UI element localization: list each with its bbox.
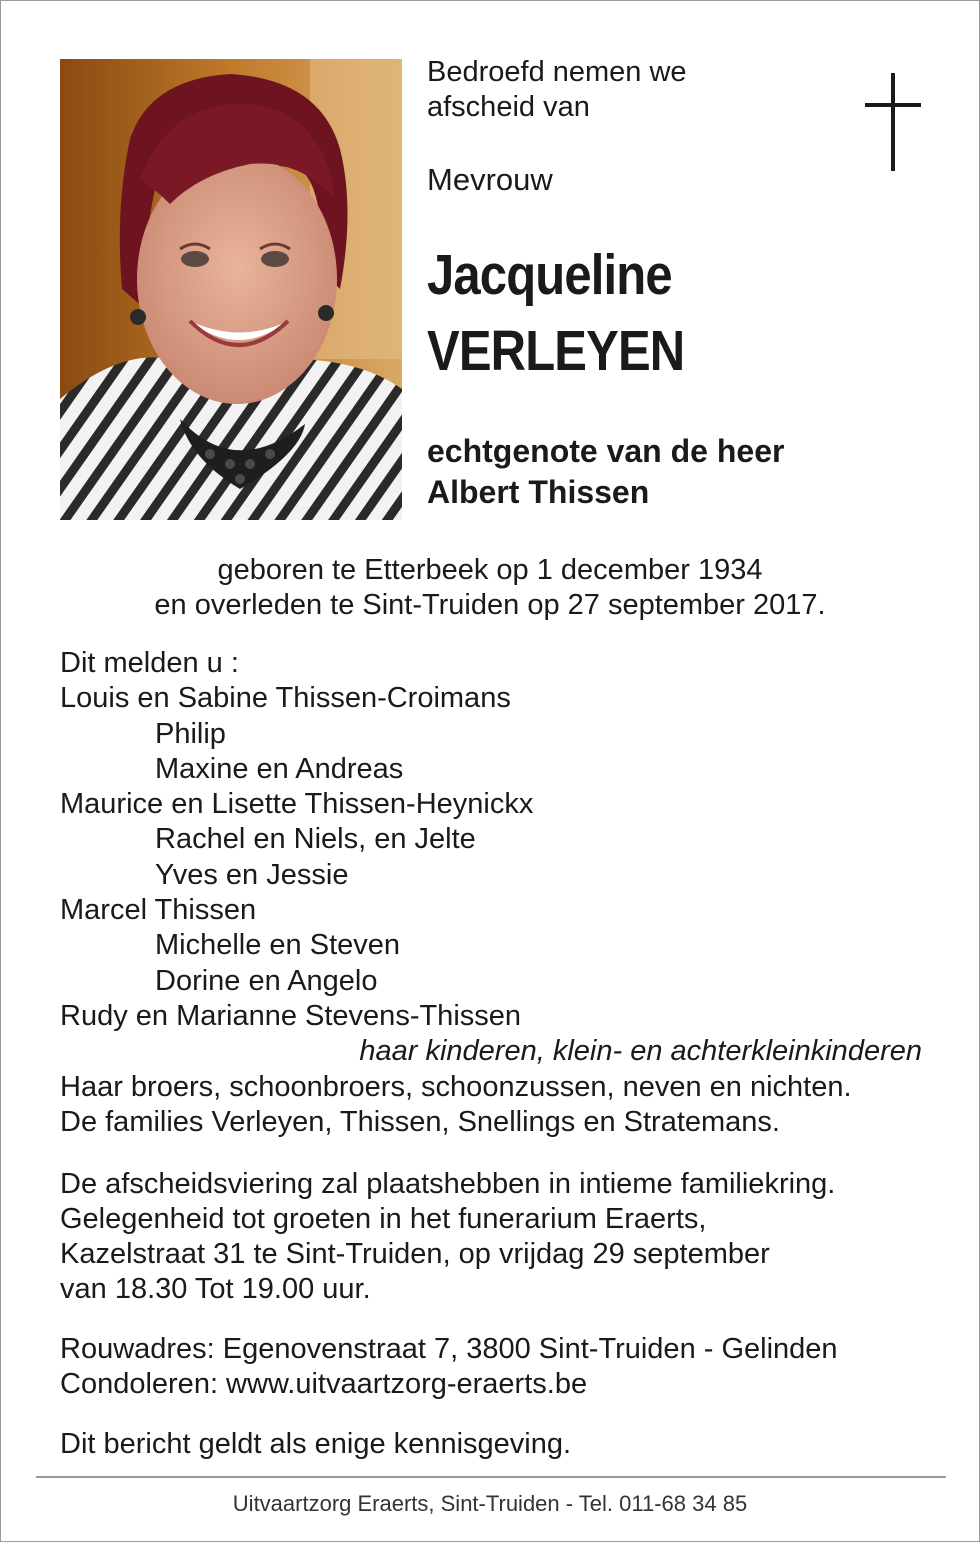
footer-text: Uitvaartzorg Eraerts, Sint-Truiden - Tel. 011-68 34 85 <box>232 1491 748 1516</box>
intro-line: Bedroefd nemen we <box>427 56 687 88</box>
ceremony-line: van 18.30 Tot 19.00 uur. <box>60 1273 371 1305</box>
mourning-address: Rouwadres: Egenovenstraat 7, 3800 Sint-Truiden - Gelinden <box>60 1333 838 1365</box>
footer-divider <box>36 1476 946 1478</box>
family-line: Haar broers, schoonbroers, schoonzussen, neven en nichten. <box>60 1070 852 1103</box>
family-line: Marcel Thissen <box>60 894 257 927</box>
portrait-photo <box>60 59 402 520</box>
spouse-text <box>427 431 784 513</box>
family-line: Philip <box>155 717 226 750</box>
cross-icon <box>863 73 923 171</box>
family-line: Dorine en Angelo <box>155 964 378 997</box>
family-line: Michelle en Steven <box>155 929 401 962</box>
ceremony-line: Gelegenheid tot groeten in het funerarium Eraerts, <box>60 1203 707 1235</box>
family-line: Maxine en Andreas <box>155 752 404 785</box>
death-line: en overleden te Sint-Truiden op 27 september 2017. <box>154 589 826 621</box>
deceased-name <box>427 237 684 389</box>
ceremony-info <box>60 1167 835 1307</box>
intro-line: afscheid van <box>427 91 590 123</box>
family-line: Maurice en Lisette Thissen-Heynickx <box>60 788 534 821</box>
family-line: Rachel en Niels, en Jelte <box>155 823 476 856</box>
last-name: VERLEYEN <box>427 319 685 383</box>
family-line: Louis en Sabine Thissen-Croimans <box>60 682 511 715</box>
family-list <box>60 646 940 1140</box>
condolence-link[interactable]: Condoleren: www.uitvaartzorg-eraerts.be <box>60 1368 588 1400</box>
birth-line: geboren te Etterbeek op 1 december 1934 <box>217 554 763 586</box>
notice-text: Dit bericht geldt als enige kennisgeving. <box>60 1428 572 1460</box>
intro-text <box>427 55 687 125</box>
contact-info <box>60 1332 838 1402</box>
spouse-line: Albert Thissen <box>427 474 650 510</box>
ceremony-line: Kazelstraat 31 te Sint-Truiden, op vrijdag 29 september <box>60 1238 770 1270</box>
family-line: Yves en Jessie <box>155 858 349 891</box>
family-line: De families Verleyen, Thissen, Snellings en Stratemans. <box>60 1105 780 1138</box>
family-line: Rudy en Marianne Stevens-Thissen <box>60 999 522 1032</box>
first-name: Jacqueline <box>427 243 672 307</box>
spouse-line: echtgenote van de heer <box>427 433 785 469</box>
ceremony-line: De afscheidsviering zal plaatshebben in intieme familiekring. <box>60 1168 836 1200</box>
family-line: Dit melden u : <box>60 647 239 679</box>
honorific: Mevrouw <box>427 162 553 197</box>
family-line: haar kinderen, klein- en achterkleinkinderen <box>359 1035 922 1068</box>
birth-death-info <box>1 553 979 623</box>
